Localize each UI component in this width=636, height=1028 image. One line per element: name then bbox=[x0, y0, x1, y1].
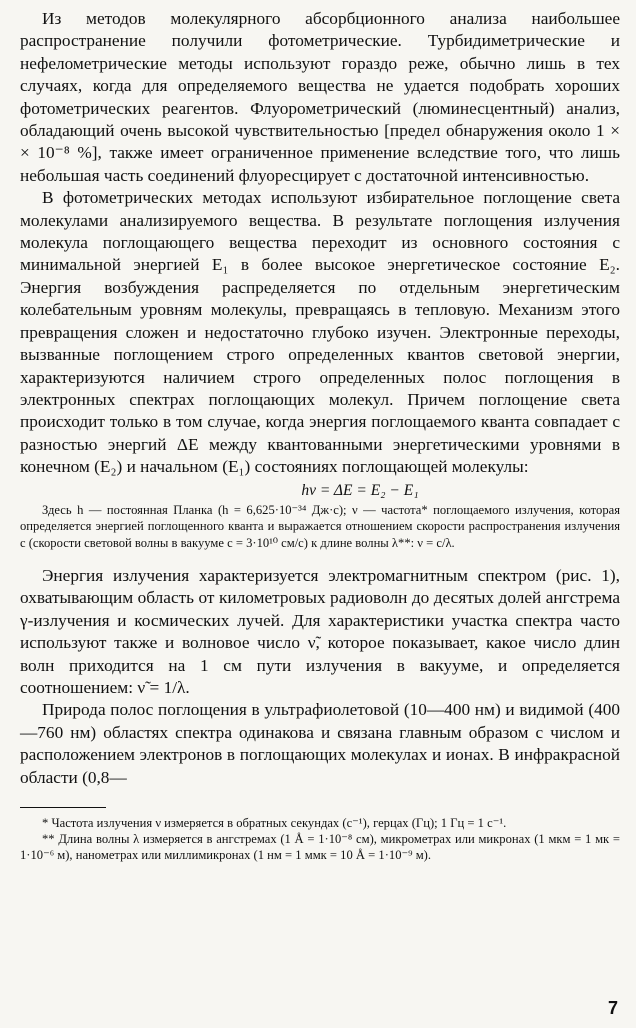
formula-energy: hν = ΔE = E₂ − E₁ bbox=[301, 481, 419, 499]
paragraph-intro: Из методов молекулярного абсорбционного анализа наибольшее распространение получили фотометрические. Турбидиметрические и нефелометрические методы используют гораздо реже, обычно лишь в тех случаях, когда для определяемого вещества не удается подобрать хороших фотометрических реагентов. Флуорометрический (люминесцентный) анализ, обладающий очень высокой чувствительностью [предел обнаружения около 1 × × 10⁻⁸ %], также имеет ограниченное применение вследствие того, что лишь небольшая часть соединений флуоресцирует с достаточной интенсивностью. bbox=[20, 9, 620, 185]
footnote-rule bbox=[20, 807, 106, 808]
footnote-wavelength: ** Длина волны λ измеряется в ангстремах (1 Å = 1·10⁻⁸ см), микрометрах или микронах (1 мкм = 1 мк = 1·10⁻⁶ м), нанометрах или миллимикронах (1 нм = 1 ммк = 10 Å = 1·10⁻⁹ м). bbox=[20, 831, 620, 862]
footnote-frequency: * Частота излучения ν измеряется в обратных секундах (с⁻¹), герцах (Гц); 1 Гц = 1 с⁻¹. bbox=[42, 816, 507, 831]
paragraph-photometric: В фотометрических методах используют избирательное поглощение света молекулами анализируемого вещества. В результате поглощения излучения молекула поглощающего вещества переходит из основного состояния с минимальной энергией E₁ в более высокое энергетическое состояние E₂. Энергия возбуждения распределяется по отдельным энергетическим колебательным уровням молекулы, превращаясь в тепловую. Механизм этого превращения сложен и недостаточно глубоко изучен. Электронные переходы, вызванные поглощением строго определенных квантов световой энергии, характеризуются наличием строго определенных полос поглощения в электронных спектрах поглощающих молекул. Причем поглощение света происходит только в том случае, когда энергия поглощаемого кванта совпадает с разностью энергий ΔE между квантованными энергетическими уровнями в конечном (E₂) и начальном (E₁) состояниях поглощающей молекулы: bbox=[20, 188, 620, 477]
paragraph-bands: Природа полос поглощения в ультрафиолетовой (10—400 нм) и видимой (400—760 нм) областях спектра одинакова и связана главным образом с числом и расположением электронов в поглощающих молекулах и ионах. В инфракрасной области (0,8— bbox=[20, 700, 620, 787]
paragraph-spectrum: Энергия излучения характеризуется электромагнитным спектром (рис. 1), охватывающим область от километровых радиоволн до десятых долей ангстрема γ-излучения и космических лучей. Для характеристики участка спектра часто используют также и волновое число ν̃, которое показывает, какое число длин волн приходится на 1 см пути излучения в вакууме, и определяется соотношением: ν̃ = 1/λ. bbox=[20, 566, 620, 698]
formula-explanation: Здесь h — постоянная Планка (h = 6,625·10⁻³⁴ Дж·с); ν — частота* поглощаемого излучения, которая определяется энергией поглощенного кванта и выражается отношением скорости распространения излучения c (скорости световой волны в вакууме c = 3·10¹⁰ см/с) к длине волны λ**: ν = c/λ. bbox=[20, 502, 620, 550]
page-body bbox=[20, 8, 620, 863]
page-number: 7 bbox=[607, 998, 618, 1018]
